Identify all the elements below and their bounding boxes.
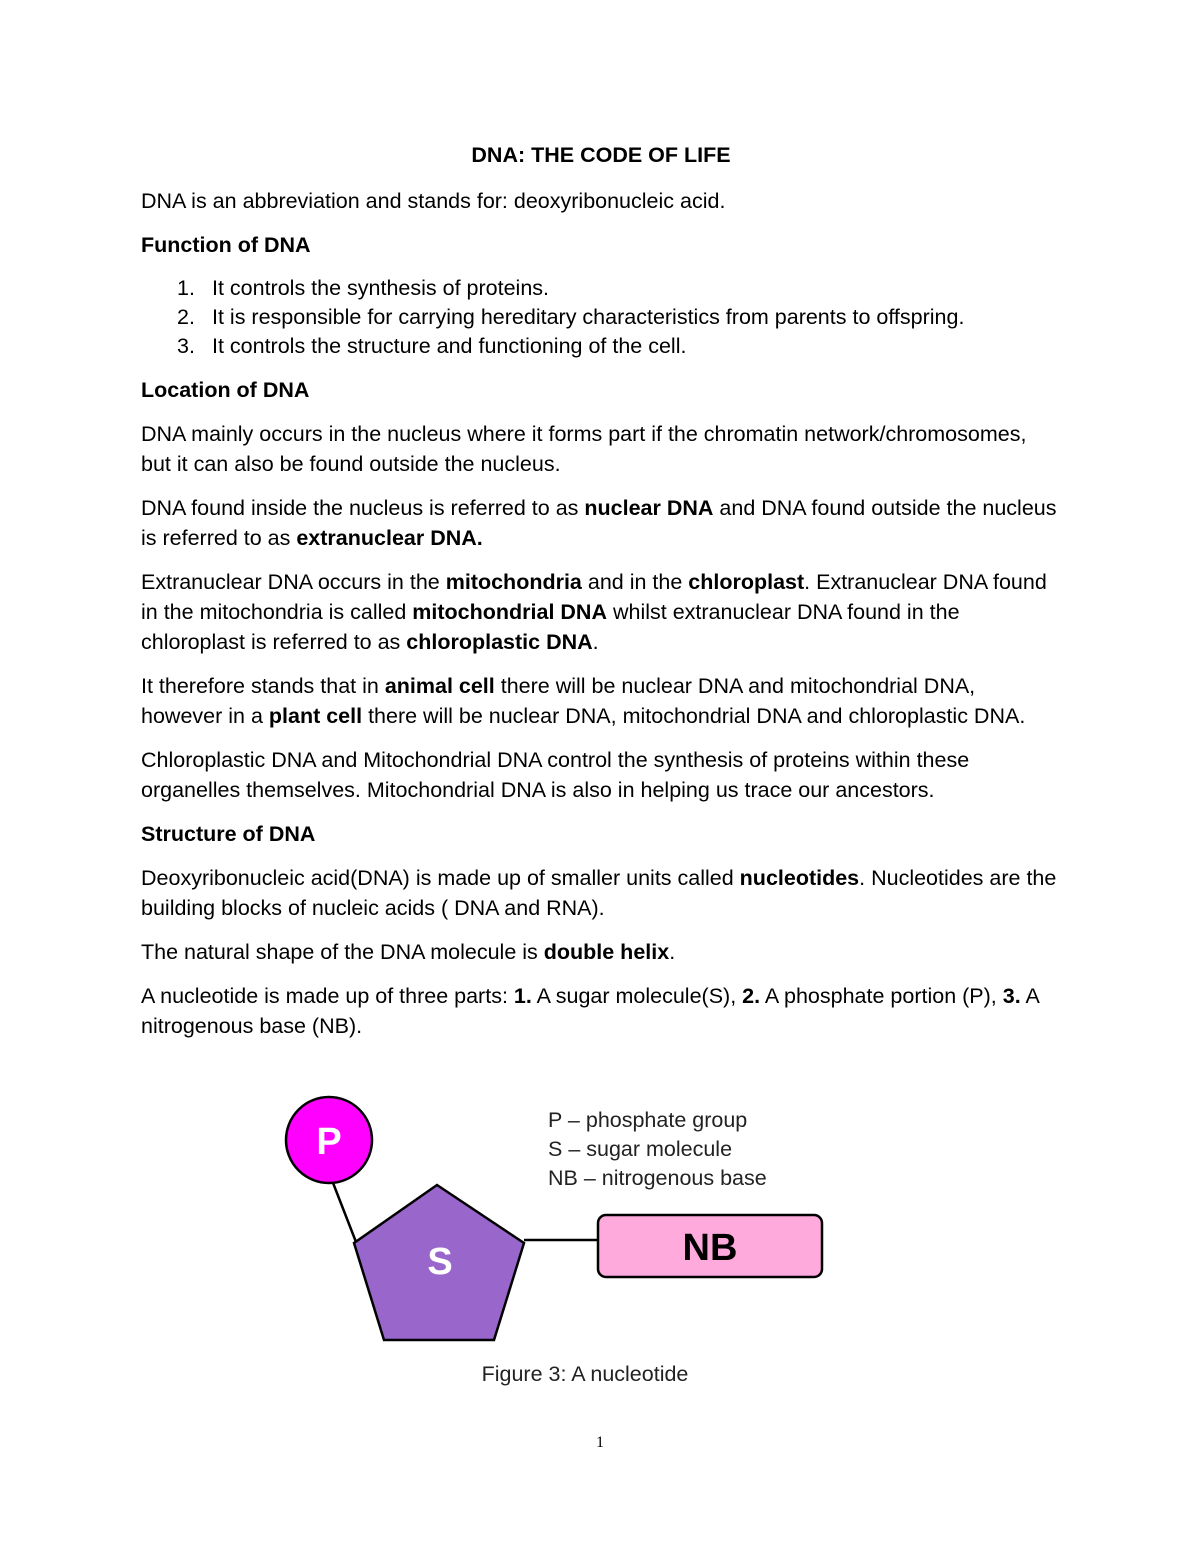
- list-number: 2.: [177, 305, 195, 329]
- document-body: [141, 140, 1061, 1055]
- list-item-text: It controls the structure and functioning of the cell.: [212, 334, 687, 358]
- function-heading: Function of DNA: [141, 233, 311, 257]
- structure-paragraph-1: Deoxyribonucleic acid(DNA) is made up of smaller units called nucleotides. Nucleotides are the building blocks of nucleic acids ( DNA and RNA).: [141, 866, 1057, 920]
- intro-paragraph: DNA is an abbreviation and stands for: deoxyribonucleic acid.: [141, 189, 726, 213]
- base-label: NB: [682, 1227, 738, 1269]
- term-animal-cell: animal cell: [384, 674, 495, 698]
- list-item-text: It is responsible for carrying hereditary characteristics from parents to offspring.: [212, 305, 965, 329]
- figure-legend: [548, 1106, 767, 1193]
- term-nucleotides: nucleotides: [739, 866, 860, 890]
- term-nuclear-dna: nuclear DNA: [584, 496, 714, 520]
- list-item: [141, 303, 1061, 332]
- location-paragraph-3: Extranuclear DNA occurs in the mitochondria and in the chloroplast. Extranuclear DNA found in the mitochondria is called mitochondrial DNA whilst extranuclear DNA found in the chloroplast is referred to as chloroplastic DNA.: [141, 570, 1047, 654]
- function-list: [141, 274, 1061, 361]
- list-number: 3.: [177, 334, 195, 358]
- structure-paragraph-3: A nucleotide is made up of three parts: 1. A sugar molecule(S), 2. A phosphate portion (P), 3. A nitrogenous base (NB).: [141, 984, 1039, 1038]
- page-number: 1: [596, 1434, 604, 1451]
- term-chloroplastic-dna: chloroplastic DNA: [406, 630, 593, 654]
- structure-paragraph-2: The natural shape of the DNA molecule is double helix.: [141, 940, 676, 964]
- term-extranuclear-dna: extranuclear DNA.: [296, 526, 483, 550]
- term-mitochondria: mitochondria: [445, 570, 582, 594]
- phosphate-label: P: [316, 1121, 342, 1163]
- sugar-label: S: [427, 1241, 453, 1283]
- list-item-text: It controls the synthesis of proteins.: [212, 276, 549, 300]
- legend-item: S – sugar molecule: [548, 1137, 733, 1161]
- legend-item: P – phosphate group: [548, 1108, 748, 1132]
- structure-heading: Structure of DNA: [141, 822, 316, 846]
- list-number: 1.: [177, 276, 195, 300]
- location-paragraph-1: DNA mainly occurs in the nucleus where it forms part if the chromatin network/chromosomes, but it can also be found outside the nucleus.: [141, 422, 1027, 476]
- location-paragraph-4: It therefore stands that in animal cell there will be nuclear DNA and mitochondrial DNA, however in a plant cell there will be nuclear DNA, mitochondrial DNA and chloroplastic DNA.: [141, 674, 1026, 728]
- term-plant-cell: plant cell: [268, 704, 363, 728]
- figure-caption: Figure 3: A nucleotide: [481, 1362, 689, 1386]
- term-mitochondrial-dna: mitochondrial DNA: [412, 600, 607, 624]
- location-paragraph-2: DNA found inside the nucleus is referred to as nuclear DNA and DNA found outside the nucleus is referred to as extranuclear DNA.: [141, 496, 1057, 550]
- list-item: [141, 274, 1061, 303]
- list-item: [141, 332, 1061, 361]
- legend-item: NB – nitrogenous base: [548, 1166, 767, 1190]
- nucleotide-figure: [270, 1090, 850, 1410]
- term-double-helix: double helix: [543, 940, 670, 964]
- location-heading: Location of DNA: [141, 378, 310, 402]
- page-title: DNA: THE CODE OF LIFE: [471, 143, 731, 167]
- term-chloroplast: chloroplast: [688, 570, 805, 594]
- location-paragraph-5: Chloroplastic DNA and Mitochondrial DNA control the synthesis of proteins within these organelles themselves. Mitochondrial DNA is also in helping us trace our ancestors.: [141, 748, 970, 802]
